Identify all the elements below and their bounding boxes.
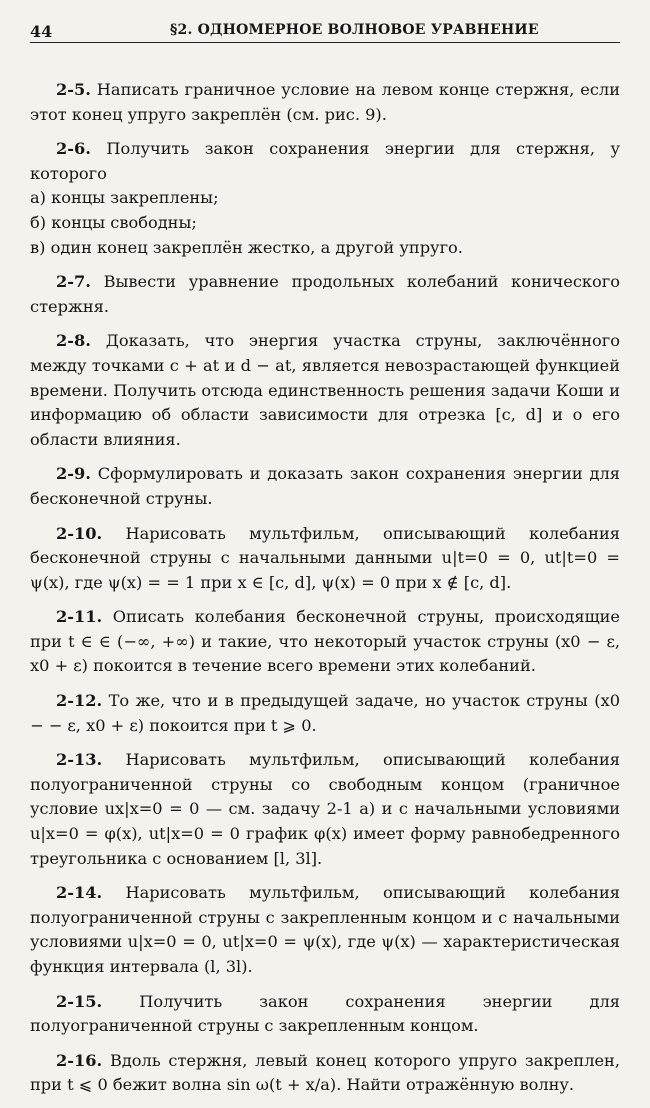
page-header	[30, 14, 620, 43]
problem-text: Получить закон сохранения энергии для полуограниченной струны с закрепленным концом.	[30, 991, 620, 1036]
problem-number: 2-8.	[56, 331, 91, 351]
problem-2-8	[30, 329, 620, 452]
problem-text: Вывести уравнение продольных колебаний конического стержня.	[30, 272, 620, 316]
problem-item-c: в) один конец закреплён жестко, а другой упруго.	[30, 237, 463, 257]
problem-number: 2-5.	[56, 80, 91, 99]
problem-2-11	[30, 605, 620, 679]
problem-2-15	[30, 990, 620, 1039]
problem-number: 2-15.	[56, 991, 103, 1011]
problem-text: Получить закон сохранения энергии для стержня, у которого	[30, 139, 621, 183]
problem-item-b: б) концы свободны;	[30, 212, 197, 232]
problem-text: Нарисовать мультфильм, описывающий колебания полуограниченной струны с закрепленным концом и с начальными условиями u|x=0 = 0, ut|x=0 = ψ(x), где ψ(x) — характеристическая функция интервала (l, 3l).	[30, 883, 620, 976]
problem-number: 2-10.	[56, 523, 103, 543]
problem-item-a: а) концы закреплены;	[30, 188, 219, 208]
problem-text: Нарисовать мультфильм, описывающий колебания бесконечной струны с начальными данными u|t=0 = 0, ut|t=0 = ψ(x), где ψ(x) = = 1 при x ∈ [c, d], ψ(x) = 0 при x ∉ [c, d].	[30, 523, 620, 592]
problem-text: Написать граничное условие на левом конце стержня, если этот конец упруго закреплён (см. рис. 9).	[30, 80, 620, 124]
problem-number: 2-13.	[56, 750, 103, 770]
problem-2-7	[30, 270, 620, 319]
problem-2-5	[30, 78, 620, 127]
problem-2-12	[30, 689, 620, 738]
problem-list	[30, 78, 620, 1108]
problem-text: Вдоль стержня, левый конец которого упруго закреплен, при t ⩽ 0 бежит волна sin ω(t + x/a). Найти отражённую волну.	[30, 1050, 620, 1095]
problem-text: Описать колебания бесконечной струны, происходящие при t ∈ ∈ (−∞, +∞) и такие, что некоторый участок струны (x0 − ε, x0 + ε) покоится в течение всего времени этих колебаний.	[30, 607, 620, 676]
problem-text: То же, что и в предыдущей задаче, но участок струны (x0 − − ε, x0 + ε) покоится при t ⩾ 0.	[30, 691, 620, 735]
problem-2-13	[30, 748, 620, 871]
page-number: 44	[30, 22, 53, 41]
problem-2-16	[30, 1049, 620, 1098]
problem-text: Доказать, что энергия участка струны, заключённого между точками c + at и d − at, является невозрастающей функцией времени. Получить отсюда единственность решения задачи Коши и информацию об области зависимости для отрезка [c, d] и о его области влияния.	[30, 331, 620, 449]
problem-number: 2-16.	[56, 1050, 103, 1070]
problem-2-10	[30, 522, 620, 596]
problem-2-14	[30, 881, 620, 979]
problem-number: 2-14.	[56, 883, 103, 903]
problem-number: 2-6.	[56, 139, 91, 159]
problem-text: Нарисовать мультфильм, описывающий колебания полуограниченной струны со свободным концом (граничное условие ux|x=0 = 0 — см. задачу 2-1 а) и с начальными условиями u|x=0 = φ(x), ut|x=0 = 0 график φ(x) имеет форму равнобедренного треугольника с основанием [l, 3l].	[30, 750, 620, 868]
problem-number: 2-7.	[56, 272, 91, 292]
problem-number: 2-12.	[56, 691, 103, 711]
problem-text: Сформулировать и доказать закон сохранения энергии для бесконечной струны.	[30, 464, 620, 508]
problem-2-6	[30, 137, 620, 260]
problem-number: 2-9.	[56, 464, 91, 484]
problem-2-9	[30, 462, 620, 511]
problem-number: 2-11.	[56, 607, 103, 627]
running-head: §2. ОДНОМЕРНОЕ ВОЛНОВОЕ УРАВНЕНИЕ	[170, 22, 539, 38]
